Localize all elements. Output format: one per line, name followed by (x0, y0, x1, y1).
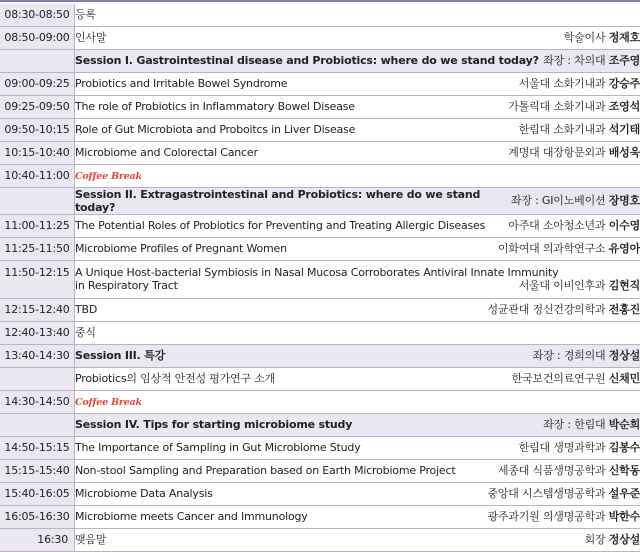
speaker (585, 533, 640, 546)
chair (511, 194, 640, 207)
title-cell: Probiotics의 임상적 안전성 평가연구 소개 (75, 372, 275, 385)
table-row (0, 141, 640, 164)
chair-name: 정상설 (609, 349, 640, 362)
speaker (487, 487, 640, 500)
table-row (0, 528, 640, 551)
chair-affiliation: 좌장 : 경희의대 (533, 349, 606, 362)
table-row (0, 214, 640, 237)
speaker-name: 전홍진 (609, 303, 640, 316)
speaker-affiliation: 계명대 대장항문외과 (508, 146, 605, 159)
table-row (0, 4, 640, 26)
speaker-name: 신학동 (609, 464, 640, 477)
table-row (0, 72, 640, 95)
coffee-break-row (0, 164, 640, 187)
speaker-name: 이수영 (609, 219, 640, 232)
time-cell: 08:30-08:50 (0, 4, 75, 26)
title-cell: 중식 (75, 321, 640, 344)
time-cell: 11:00-11:25 (0, 214, 75, 237)
speaker-name: 배성욱 (609, 146, 640, 159)
speaker-name: 설우준 (609, 487, 640, 500)
table-row (0, 505, 640, 528)
session-header-row (0, 49, 640, 72)
time-cell: 09:00-09:25 (0, 72, 75, 95)
table-row (0, 95, 640, 118)
speaker-affiliation: 회장 (585, 533, 606, 546)
speaker-name: 석기태 (609, 123, 640, 136)
table-row (0, 482, 640, 505)
chair-affiliation: 좌장 : GI이노베이션 (511, 194, 605, 207)
title-cell: 등록 (75, 4, 640, 26)
session-title: Session I. Gastrointestinal disease and Probiotics: where do we stand today? (75, 54, 539, 67)
session-title: Session IV. Tips for starting microbiome study (75, 418, 352, 431)
chair-name: 장명호 (609, 194, 640, 207)
table-row (0, 436, 640, 459)
speaker-affiliation: 이화여대 의과학연구소 (498, 242, 606, 255)
table-row (0, 298, 640, 321)
table-row (0, 260, 640, 298)
speaker-affiliation: 아주대 소아청소년과 (508, 219, 605, 232)
speaker-name: 박한수 (609, 510, 640, 523)
schedule-table (0, 4, 640, 552)
table-row (0, 237, 640, 260)
speaker-name: 정상설 (609, 533, 640, 546)
coffee-break-label: Coffee Break (75, 397, 142, 408)
session-header-row (0, 413, 640, 436)
title-cell: Non-stool Sampling and Preparation based on Earth Microbiome Project (75, 464, 455, 477)
title-cell: TBD (75, 303, 97, 316)
title-cell: The Importance of Sampling in Gut Microbiome Study (75, 441, 361, 454)
time-cell: 12:40-13:40 (0, 321, 75, 344)
top-rule (0, 0, 640, 2)
time-cell: 09:25-09:50 (0, 95, 75, 118)
speaker-name: 김현직 (609, 279, 640, 292)
title-cell: The role of Probiotics in Inflammatory Bowel Disease (75, 100, 355, 113)
time-cell (0, 187, 75, 214)
time-cell: 15:40-16:05 (0, 482, 75, 505)
time-cell: 13:40-14:30 (0, 344, 75, 367)
time-cell (0, 49, 75, 72)
time-cell: 10:40-11:00 (0, 164, 75, 187)
chair (533, 349, 640, 362)
speaker-name: 신채민 (609, 372, 640, 385)
speaker-affiliation: 성균관대 정신건강의학과 (487, 303, 605, 316)
speaker-affiliation: 중앙대 시스템생명공학과 (487, 487, 605, 500)
chair-name: 박순희 (609, 418, 640, 431)
title-cell: Microbiome Profiles of Pregnant Women (75, 242, 287, 255)
title-cell: 인사말 (75, 31, 106, 44)
time-cell: 12:15-12:40 (0, 298, 75, 321)
speaker-name: 강승주 (609, 77, 640, 90)
speaker-affiliation: 서울대 이비인후과 (519, 279, 606, 292)
speaker (487, 303, 640, 316)
session-header-row (0, 344, 640, 367)
speaker-name: 조영석 (609, 100, 640, 113)
speaker (519, 123, 640, 136)
table-row (0, 118, 640, 141)
title-cell: Microbiome and Colorectal Cancer (75, 146, 258, 159)
coffee-break-label: Coffee Break (75, 171, 142, 182)
table-row (0, 26, 640, 49)
speaker-affiliation: 한림대 생명과학과 (519, 441, 606, 454)
speaker-affiliation: 세종대 식품생명공학과 (498, 464, 606, 477)
speaker-affiliation: 가톨릭대 소화기내과 (508, 100, 605, 113)
table-row (0, 459, 640, 482)
speaker-affiliation: 학술이사 (564, 31, 606, 44)
chair-affiliation: 좌장 : 한림대 (543, 418, 605, 431)
session-title: Session III. 특강 (75, 349, 165, 362)
speaker-name: 유영아 (609, 242, 640, 255)
speaker (519, 441, 640, 454)
session-title: Session II. Extragastrointestinal and Probiotics: where do we stand today? (75, 188, 511, 214)
title-cell: The Potential Roles of Probiotics for Preventing and Treating Allergic Diseases (75, 219, 485, 232)
speaker (519, 279, 640, 292)
chair-name: 조주영 (609, 54, 640, 67)
speaker (498, 242, 640, 255)
time-cell: 08:50-09:00 (0, 26, 75, 49)
speaker-affiliation: 서울대 소화기내과 (519, 77, 606, 90)
speaker (508, 146, 640, 159)
title-cell-line-2: in Respiratory Tract (75, 279, 178, 292)
speaker (512, 372, 640, 385)
time-cell: 11:25-11:50 (0, 237, 75, 260)
title-cell: 맺음말 (75, 533, 106, 546)
title-cell-line-1: A Unique Host-bacterial Symbiosis in Nasal Mucosa Corroborates Antiviral Innate Immunity (75, 266, 640, 279)
chair-affiliation: 좌장 : 차의대 (543, 54, 605, 67)
speaker (564, 31, 640, 44)
chair (543, 418, 640, 431)
time-cell: 14:50-15:15 (0, 436, 75, 459)
time-cell: 11:50-12:15 (0, 260, 75, 298)
title-cell: Microbiome Data Analysis (75, 487, 213, 500)
time-cell: 14:30-14:50 (0, 390, 75, 413)
time-cell: 16:05-16:30 (0, 505, 75, 528)
speaker (508, 219, 640, 232)
time-cell (0, 367, 75, 390)
chair (543, 54, 640, 67)
speaker-name: 정재호 (609, 31, 640, 44)
title-cell: Microbiome meets Cancer and Immunology (75, 510, 308, 523)
time-cell: 15:15-15:40 (0, 459, 75, 482)
table-row (0, 367, 640, 390)
speaker-affiliation: 한림대 소화기내과 (519, 123, 606, 136)
speaker (508, 100, 640, 113)
speaker (498, 464, 640, 477)
speaker (487, 510, 640, 523)
time-cell: 09:50-10:15 (0, 118, 75, 141)
table-row (0, 321, 640, 344)
title-cell: Probiotics and Irritable Bowel Syndrome (75, 77, 287, 90)
speaker-affiliation: 광주과기원 의생명공학과 (487, 510, 605, 523)
speaker-affiliation: 한국보건의료연구원 (512, 372, 606, 385)
coffee-break-row (0, 390, 640, 413)
time-cell (0, 413, 75, 436)
speaker-name: 김봉수 (609, 441, 640, 454)
speaker (519, 77, 640, 90)
time-cell: 16:30 (0, 528, 75, 551)
title-cell: Role of Gut Microbiota and Proboitcs in Liver Disease (75, 123, 355, 136)
time-cell: 10:15-10:40 (0, 141, 75, 164)
session-header-row (0, 187, 640, 214)
